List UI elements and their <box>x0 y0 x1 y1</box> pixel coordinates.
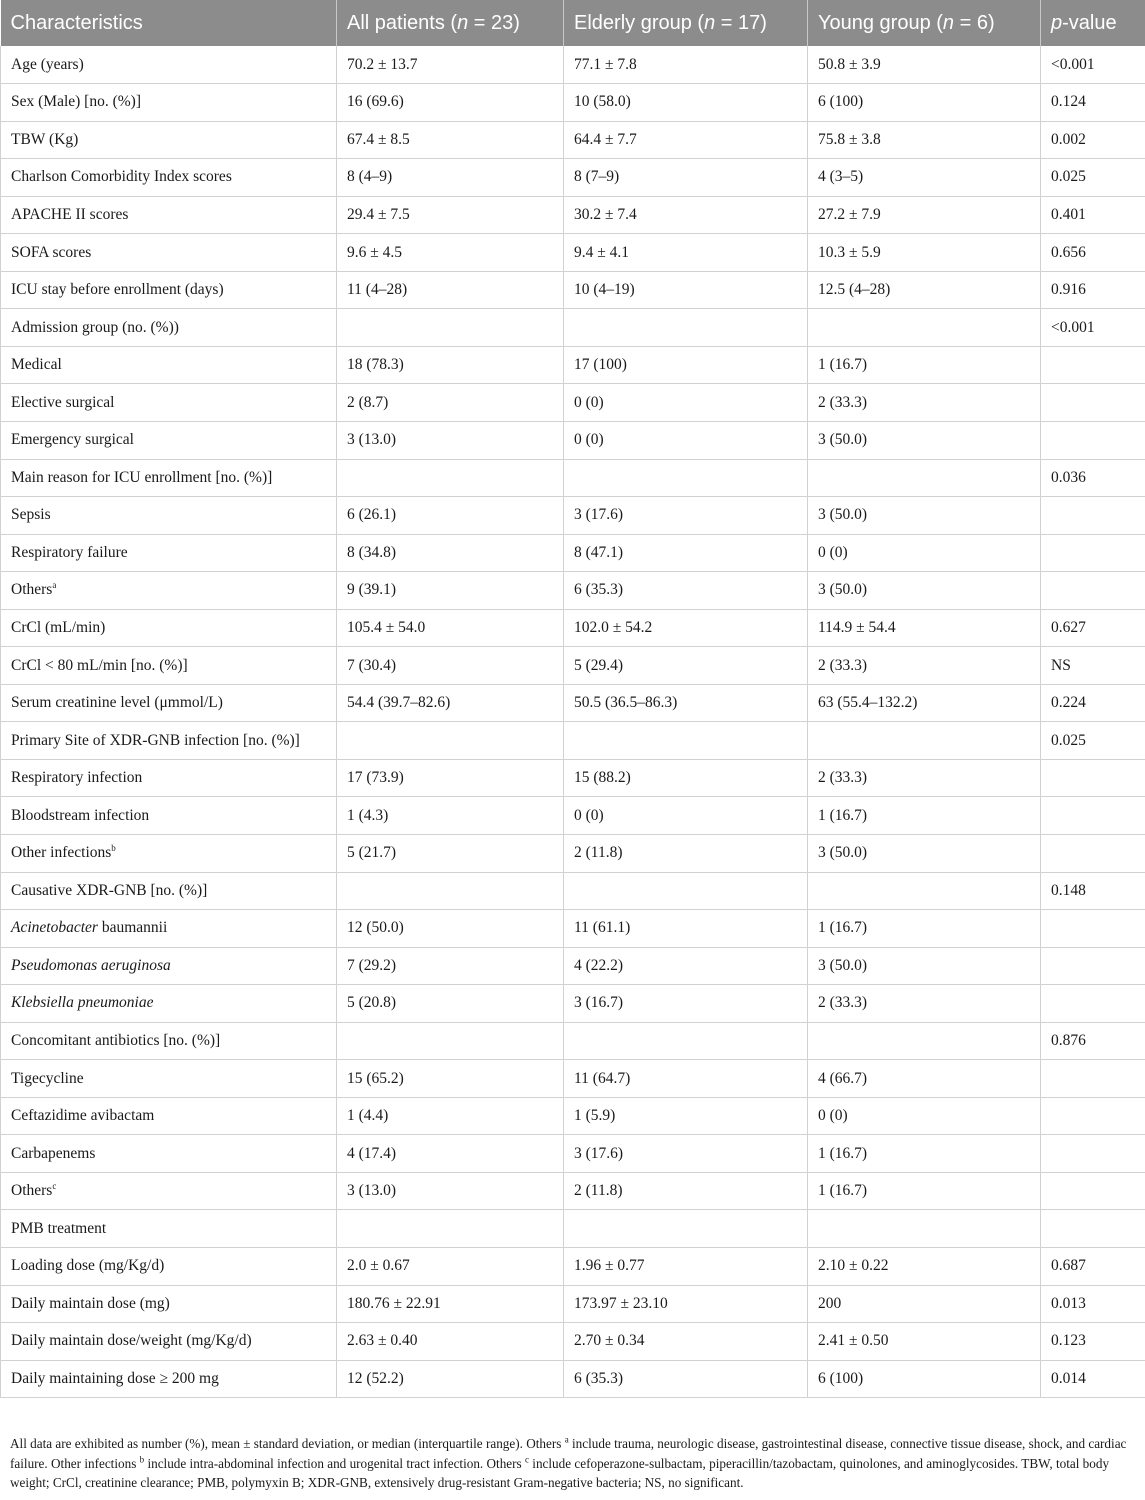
cell-young-group: 3 (50.0) <box>808 572 1041 610</box>
table-row <box>1 797 1145 835</box>
cell-all-patients: 180.76 ± 22.91 <box>337 1285 564 1323</box>
cell-young-group: 2.10 ± 0.22 <box>808 1248 1041 1286</box>
row-label: Ceftazidime avibactam <box>1 1097 337 1135</box>
cell-p-value <box>1041 572 1145 610</box>
cell-all-patients: 6 (26.1) <box>337 497 564 535</box>
cell-p-value: <0.001 <box>1041 309 1145 347</box>
cell-p-value <box>1041 421 1145 459</box>
cell-young-group: 2 (33.3) <box>808 384 1041 422</box>
cell-p-value <box>1041 534 1145 572</box>
cell-young-group: 114.9 ± 54.4 <box>808 609 1041 647</box>
header-young-group: Young group (n = 6) <box>808 0 1041 46</box>
cell-p-value: 0.224 <box>1041 684 1145 722</box>
row-label: Emergency surgical <box>1 421 337 459</box>
cell-young-group <box>808 722 1041 760</box>
table-row <box>1 459 1145 497</box>
cell-p-value <box>1041 1210 1145 1248</box>
table-row <box>1 572 1145 610</box>
cell-young-group: 4 (3–5) <box>808 159 1041 197</box>
cell-young-group: 0 (0) <box>808 534 1041 572</box>
cell-young-group: 50.8 ± 3.9 <box>808 46 1041 84</box>
table-row <box>1 1135 1145 1173</box>
cell-young-group: 3 (50.0) <box>808 421 1041 459</box>
cell-elderly-group: 4 (22.2) <box>564 947 808 985</box>
cell-young-group: 1 (16.7) <box>808 910 1041 948</box>
cell-elderly-group: 0 (0) <box>564 384 808 422</box>
table-row <box>1 684 1145 722</box>
cell-elderly-group: 0 (0) <box>564 797 808 835</box>
cell-elderly-group <box>564 309 808 347</box>
row-label: Serum creatinine level (μmmol/L) <box>1 684 337 722</box>
cell-p-value: 0.401 <box>1041 196 1145 234</box>
row-label: Tigecycline <box>1 1060 337 1098</box>
cell-elderly-group: 6 (35.3) <box>564 1360 808 1398</box>
cell-elderly-group: 10 (58.0) <box>564 84 808 122</box>
row-label: Pseudomonas aeruginosa <box>1 947 337 985</box>
cell-p-value: 0.656 <box>1041 234 1145 272</box>
table-row <box>1 1097 1145 1135</box>
row-label: Primary Site of XDR-GNB infection [no. (%)] <box>1 722 337 760</box>
row-label: Elective surgical <box>1 384 337 422</box>
table-row <box>1 647 1145 685</box>
cell-all-patients: 11 (4–28) <box>337 271 564 309</box>
table-row <box>1 234 1145 272</box>
row-label: CrCl (mL/min) <box>1 609 337 647</box>
row-label: Sepsis <box>1 497 337 535</box>
cell-all-patients: 2 (8.7) <box>337 384 564 422</box>
table-row <box>1 346 1145 384</box>
row-label: Main reason for ICU enrollment [no. (%)] <box>1 459 337 497</box>
row-label: Daily maintain dose (mg) <box>1 1285 337 1323</box>
cell-elderly-group: 9.4 ± 4.1 <box>564 234 808 272</box>
row-label: ICU stay before enrollment (days) <box>1 271 337 309</box>
cell-elderly-group: 64.4 ± 7.7 <box>564 121 808 159</box>
table-row <box>1 534 1145 572</box>
cell-all-patients <box>337 1022 564 1060</box>
cell-young-group: 2 (33.3) <box>808 647 1041 685</box>
row-label: Others$^a$ <box>1 572 337 610</box>
header-row <box>1 0 1145 46</box>
cell-elderly-group: 77.1 ± 7.8 <box>564 46 808 84</box>
cell-all-patients: 3 (13.0) <box>337 1172 564 1210</box>
row-label: SOFA scores <box>1 234 337 272</box>
cell-all-patients: 7 (30.4) <box>337 647 564 685</box>
row-label: Carbapenems <box>1 1135 337 1173</box>
cell-p-value: 0.002 <box>1041 121 1145 159</box>
cell-young-group: 2.41 ± 0.50 <box>808 1323 1041 1361</box>
cell-elderly-group <box>564 872 808 910</box>
cell-young-group: 6 (100) <box>808 84 1041 122</box>
table-row <box>1 421 1145 459</box>
cell-p-value <box>1041 1135 1145 1173</box>
cell-all-patients: 12 (50.0) <box>337 910 564 948</box>
cell-p-value <box>1041 384 1145 422</box>
cell-young-group: 200 <box>808 1285 1041 1323</box>
table-row <box>1 722 1145 760</box>
cell-elderly-group <box>564 1210 808 1248</box>
cell-all-patients: 70.2 ± 13.7 <box>337 46 564 84</box>
cell-elderly-group: 6 (35.3) <box>564 572 808 610</box>
cell-elderly-group: 5 (29.4) <box>564 647 808 685</box>
cell-young-group: 6 (100) <box>808 1360 1041 1398</box>
row-label: CrCl < 80 mL/min [no. (%)] <box>1 647 337 685</box>
cell-elderly-group: 10 (4–19) <box>564 271 808 309</box>
row-label: Klebsiella pneumoniae <box>1 985 337 1023</box>
cell-all-patients: 15 (65.2) <box>337 1060 564 1098</box>
cell-elderly-group: 2 (11.8) <box>564 1172 808 1210</box>
table-row <box>1 910 1145 948</box>
cell-young-group: 1 (16.7) <box>808 1135 1041 1173</box>
cell-all-patients: 5 (20.8) <box>337 985 564 1023</box>
row-label: Respiratory infection <box>1 759 337 797</box>
table-row <box>1 196 1145 234</box>
cell-elderly-group: 3 (17.6) <box>564 497 808 535</box>
cell-all-patients: 8 (4–9) <box>337 159 564 197</box>
table-row <box>1 1323 1145 1361</box>
row-label: Loading dose (mg/Kg/d) <box>1 1248 337 1286</box>
cell-elderly-group: 15 (88.2) <box>564 759 808 797</box>
table-row <box>1 1248 1145 1286</box>
cell-elderly-group: 50.5 (36.5–86.3) <box>564 684 808 722</box>
row-label: Respiratory failure <box>1 534 337 572</box>
cell-young-group: 12.5 (4–28) <box>808 271 1041 309</box>
cell-all-patients <box>337 459 564 497</box>
row-label: Age (years) <box>1 46 337 84</box>
cell-elderly-group: 1.96 ± 0.77 <box>564 1248 808 1286</box>
row-label: Charlson Comorbidity Index scores <box>1 159 337 197</box>
cell-p-value: 0.025 <box>1041 159 1145 197</box>
row-label: Other infections$^b$ <box>1 834 337 872</box>
cell-p-value <box>1041 910 1145 948</box>
cell-elderly-group: 3 (17.6) <box>564 1135 808 1173</box>
row-label: PMB treatment <box>1 1210 337 1248</box>
cell-p-value: 0.876 <box>1041 1022 1145 1060</box>
row-label: Daily maintain dose/weight (mg/Kg/d) <box>1 1323 337 1361</box>
cell-p-value: NS <box>1041 647 1145 685</box>
cell-young-group: 10.3 ± 5.9 <box>808 234 1041 272</box>
cell-elderly-group: 102.0 ± 54.2 <box>564 609 808 647</box>
cell-elderly-group: 2 (11.8) <box>564 834 808 872</box>
cell-elderly-group: 11 (64.7) <box>564 1060 808 1098</box>
row-label: Bloodstream infection <box>1 797 337 835</box>
cell-young-group: 4 (66.7) <box>808 1060 1041 1098</box>
row-label: Admission group (no. (%)) <box>1 309 337 347</box>
table-row <box>1 759 1145 797</box>
cell-young-group: 3 (50.0) <box>808 834 1041 872</box>
header-characteristics: Characteristics <box>1 0 337 46</box>
table-row <box>1 609 1145 647</box>
row-label: TBW (Kg) <box>1 121 337 159</box>
table-row <box>1 309 1145 347</box>
cell-all-patients: 12 (52.2) <box>337 1360 564 1398</box>
cell-p-value: 0.123 <box>1041 1323 1145 1361</box>
cell-p-value: 0.627 <box>1041 609 1145 647</box>
cell-elderly-group <box>564 722 808 760</box>
cell-p-value <box>1041 947 1145 985</box>
row-label: APACHE II scores <box>1 196 337 234</box>
table-row <box>1 1210 1145 1248</box>
table-row <box>1 159 1145 197</box>
cell-all-patients: 5 (21.7) <box>337 834 564 872</box>
cell-p-value <box>1041 834 1145 872</box>
table-row <box>1 872 1145 910</box>
cell-p-value: 0.014 <box>1041 1360 1145 1398</box>
row-label: Others$^c$ <box>1 1172 337 1210</box>
cell-all-patients: 54.4 (39.7–82.6) <box>337 684 564 722</box>
row-label: Medical <box>1 346 337 384</box>
cell-all-patients: 4 (17.4) <box>337 1135 564 1173</box>
cell-elderly-group: 173.97 ± 23.10 <box>564 1285 808 1323</box>
cell-p-value <box>1041 346 1145 384</box>
header-p-value: p-value <box>1041 0 1145 46</box>
cell-young-group: 0 (0) <box>808 1097 1041 1135</box>
cell-all-patients <box>337 722 564 760</box>
table-row <box>1 947 1145 985</box>
cell-all-patients: 8 (34.8) <box>337 534 564 572</box>
cell-p-value <box>1041 1097 1145 1135</box>
cell-p-value <box>1041 759 1145 797</box>
cell-all-patients: 9.6 ± 4.5 <box>337 234 564 272</box>
cell-all-patients: 1 (4.3) <box>337 797 564 835</box>
cell-young-group: 1 (16.7) <box>808 1172 1041 1210</box>
cell-young-group <box>808 309 1041 347</box>
cell-elderly-group: 11 (61.1) <box>564 910 808 948</box>
table-row <box>1 1360 1145 1398</box>
cell-young-group: 3 (50.0) <box>808 497 1041 535</box>
table-row <box>1 1022 1145 1060</box>
cell-all-patients <box>337 872 564 910</box>
cell-p-value <box>1041 797 1145 835</box>
cell-elderly-group: 8 (7–9) <box>564 159 808 197</box>
cell-young-group: 27.2 ± 7.9 <box>808 196 1041 234</box>
cell-young-group: 3 (50.0) <box>808 947 1041 985</box>
cell-young-group <box>808 1022 1041 1060</box>
cell-p-value: 0.025 <box>1041 722 1145 760</box>
cell-p-value: 0.124 <box>1041 84 1145 122</box>
table-row <box>1 1285 1145 1323</box>
cell-p-value <box>1041 985 1145 1023</box>
cell-all-patients: 9 (39.1) <box>337 572 564 610</box>
cell-p-value <box>1041 1060 1145 1098</box>
cell-young-group: 1 (16.7) <box>808 346 1041 384</box>
row-label: Concomitant antibiotics [no. (%)] <box>1 1022 337 1060</box>
cell-p-value: 0.013 <box>1041 1285 1145 1323</box>
row-label: Daily maintaining dose ≥ 200 mg <box>1 1360 337 1398</box>
cell-elderly-group: 0 (0) <box>564 421 808 459</box>
table-row <box>1 834 1145 872</box>
cell-young-group <box>808 1210 1041 1248</box>
table-row <box>1 497 1145 535</box>
cell-all-patients: 3 (13.0) <box>337 421 564 459</box>
cell-young-group: 2 (33.3) <box>808 759 1041 797</box>
cell-all-patients: 17 (73.9) <box>337 759 564 797</box>
cell-elderly-group: 30.2 ± 7.4 <box>564 196 808 234</box>
table-row <box>1 384 1145 422</box>
cell-all-patients <box>337 309 564 347</box>
cell-young-group: 1 (16.7) <box>808 797 1041 835</box>
cell-young-group: 75.8 ± 3.8 <box>808 121 1041 159</box>
cell-elderly-group: 8 (47.1) <box>564 534 808 572</box>
cell-elderly-group <box>564 1022 808 1060</box>
row-label: Causative XDR-GNB [no. (%)] <box>1 872 337 910</box>
cell-elderly-group: 17 (100) <box>564 346 808 384</box>
cell-young-group <box>808 872 1041 910</box>
cell-p-value: 0.916 <box>1041 271 1145 309</box>
cell-elderly-group: 1 (5.9) <box>564 1097 808 1135</box>
cell-p-value <box>1041 1172 1145 1210</box>
cell-young-group <box>808 459 1041 497</box>
header-all-patients: All patients (n = 23) <box>337 0 564 46</box>
table-row <box>1 84 1145 122</box>
row-label: Sex (Male) [no. (%)] <box>1 84 337 122</box>
table-row <box>1 985 1145 1023</box>
cell-all-patients: 18 (78.3) <box>337 346 564 384</box>
cell-elderly-group <box>564 459 808 497</box>
table-row <box>1 1172 1145 1210</box>
cell-all-patients: 105.4 ± 54.0 <box>337 609 564 647</box>
table-row <box>1 121 1145 159</box>
cell-all-patients: 67.4 ± 8.5 <box>337 121 564 159</box>
table-row <box>1 271 1145 309</box>
table-row <box>1 1060 1145 1098</box>
cell-p-value <box>1041 497 1145 535</box>
cell-all-patients: 2.0 ± 0.67 <box>337 1248 564 1286</box>
cell-young-group: 2 (33.3) <box>808 985 1041 1023</box>
cell-p-value: 0.687 <box>1041 1248 1145 1286</box>
cell-all-patients: 16 (69.6) <box>337 84 564 122</box>
cell-p-value: 0.148 <box>1041 872 1145 910</box>
cell-all-patients: 1 (4.4) <box>337 1097 564 1135</box>
cell-p-value: 0.036 <box>1041 459 1145 497</box>
header-elderly-group: Elderly group (n = 17) <box>564 0 808 46</box>
table-footnote: All data are exhibited as number (%), mean ± standard deviation, or median (interquartile range). Others $^a$ include trauma, neurologic disease, gastrointestinal disease, connective tissue disease, shock, and cardiac failure. Other infections $^b$ include intra-abdominal infection and urogenital tract infection. Others $^c$ include cefoperazone-sulbactam, piperacillin/tazobactam, quinolones, and aminoglycosides. TBW, total body weight; CrCl, creatinine clearance; PMB, polymyxin B; XDR-GNB, extensively drug-resistant Gram-negative bacteria; NS, no significant. <box>10 1434 1127 1490</box>
cell-all-patients <box>337 1210 564 1248</box>
cell-elderly-group: 3 (16.7) <box>564 985 808 1023</box>
cell-all-patients: 29.4 ± 7.5 <box>337 196 564 234</box>
cell-p-value: <0.001 <box>1041 46 1145 84</box>
cell-elderly-group: 2.70 ± 0.34 <box>564 1323 808 1361</box>
table-row <box>1 46 1145 84</box>
cell-all-patients: 2.63 ± 0.40 <box>337 1323 564 1361</box>
row-label: Acinetobacter baumannii <box>1 910 337 948</box>
cell-all-patients: 7 (29.2) <box>337 947 564 985</box>
cell-young-group: 63 (55.4–132.2) <box>808 684 1041 722</box>
